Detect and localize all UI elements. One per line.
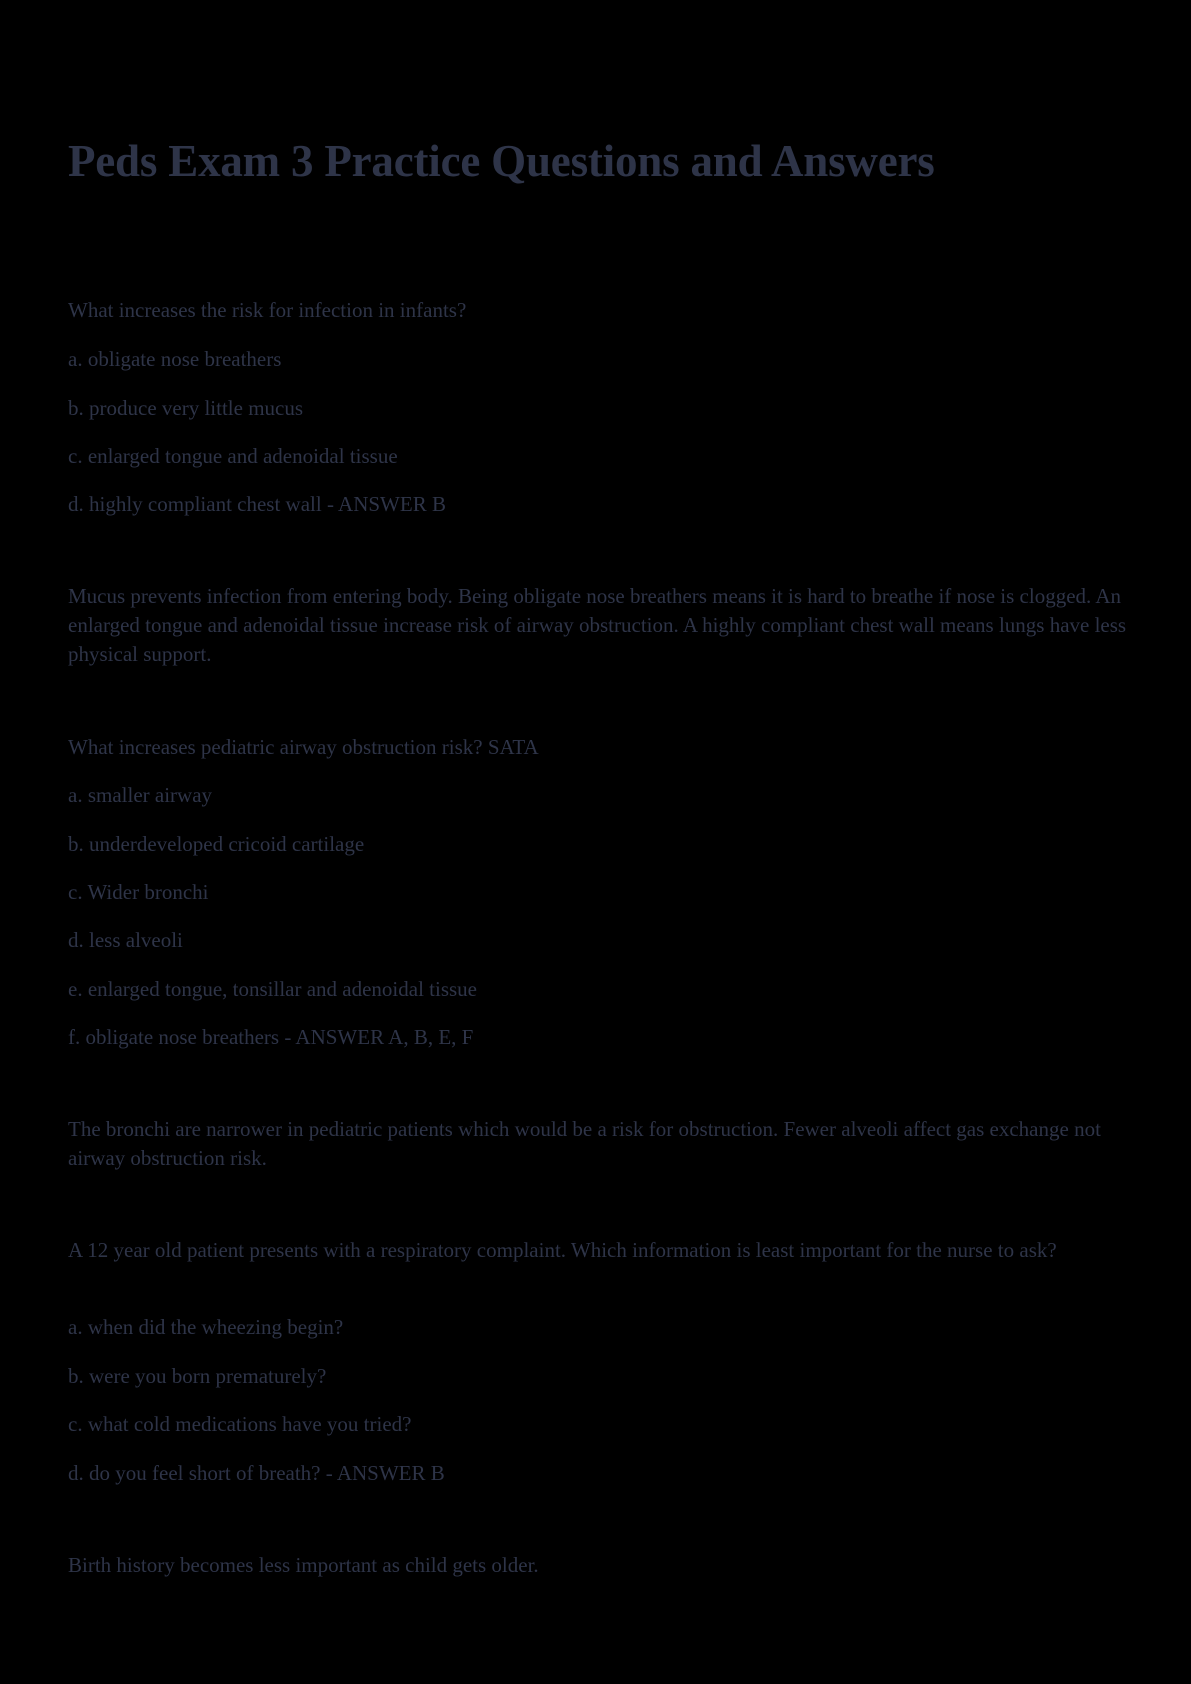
question-stem: What increases pediatric airway obstruction risk? SATA (68, 735, 539, 759)
answer-option: c. what cold medications have you tried? (68, 1412, 412, 1436)
answer-option: b. produce very little mucus (68, 396, 304, 420)
answer-option: e. enlarged tongue, tonsillar and adenoidal tissue (68, 977, 477, 1001)
answer-option: b. underdeveloped cricoid cartilage (68, 832, 365, 856)
rationale: The bronchi are narrower in pediatric patients which would be a risk for obstruction. Fewer alveoli affect gas exchange not airway obstruction risk. (68, 1117, 1101, 1170)
answer-option-with-key: d. do you feel short of breath? - ANSWER B (68, 1461, 445, 1485)
question-stem: A 12 year old patient presents with a respiratory complaint. Which information is least important for the nurse to ask? (68, 1238, 1057, 1262)
answer-option: a. when did the wheezing begin? (68, 1315, 344, 1339)
answer-option: c. Wider bronchi (68, 880, 209, 904)
answer-option: b. were you born prematurely? (68, 1364, 327, 1388)
answer-option: d. less alveoli (68, 928, 183, 952)
answer-option: c. enlarged tongue and adenoidal tissue (68, 444, 398, 468)
rationale: Birth history becomes less important as child gets older. (68, 1553, 539, 1577)
rationale: Mucus prevents infection from entering body. Being obligate nose breathers means it is hard to breathe if nose is clogged. An enlarged tongue and adenoidal tissue increase risk of airway obstruction. A highly compliant chest wall means lungs have less physical support. (68, 584, 1127, 666)
answer-option-with-key: d. highly compliant chest wall - ANSWER B (68, 492, 446, 516)
question-stem: What increases the risk for infection in infants? (68, 298, 467, 322)
answer-option: a. smaller airway (68, 783, 213, 807)
page-title: Peds Exam 3 Practice Questions and Answers (68, 136, 935, 186)
answer-option-with-key: f. obligate nose breathers - ANSWER A, B, E, F (68, 1025, 474, 1049)
answer-option: a. obligate nose breathers (68, 347, 282, 371)
